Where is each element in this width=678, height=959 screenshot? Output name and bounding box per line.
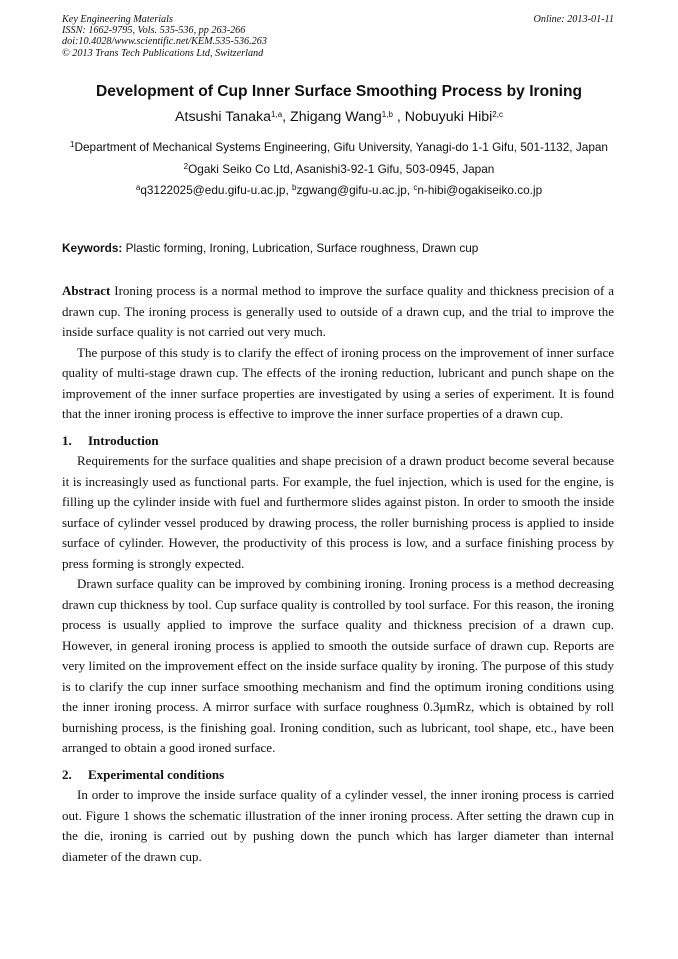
abstract-paragraph-2: The purpose of this study is to clarify the effect of ironing process on the improvement of inner surface quality of multi-stage drawn cup. The effects of the ironing reduction, lubricant and punch shape on the improvement of the inner surface properties are investigated by using a series of experiment. It is found that the inner ironing process is effective to improve the inner surface properties of a drawn cup. (62, 344, 614, 421)
keywords-text: Plastic forming, Ironing, Lubrication, Surface roughness, Drawn cup (122, 241, 479, 255)
body-paragraph: Requirements for the surface qualities and shape precision of a drawn product become several because it is increasingly used as functional parts. For example, the fuel injection, which is used for the engine, is filling up the cylinder inside with fuel and furthermore slides against piston. In order to smooth the inside surface of cylinder vessel produced by drawing process, the roller burnishing process is applied to inside surface of cylinder. However, the productivity of this process is low, and a surface finishing process by press forming is strongly expected. (62, 453, 614, 571)
author-affil-mark: 2,c (492, 110, 503, 119)
abstract-text: Ironing process is a normal method to improve the surface quality and thickness precision of a drawn cup. The ironing process is generally used to outside of a drawn cup, and the trial to improve the inside surface quality is not carried out very much. (62, 283, 614, 339)
keywords (62, 241, 618, 255)
body-paragraph: Drawn surface quality can be improved by combining ironing. Ironing process is a method decreasing drawn cup thickness by tool. Cup surface quality is controlled by tool surface. For this reason, the ironing process is usually applied to improve the surface quality and thickness precision of a drawn cup. However, in general ironing process is applied to smooth the outside surface of drawn cup. Reports are very limited on the improvement effect on the inside surface quality by ironing. The purpose of this study is to clarify the cup inner surface smoothing mechanism and find the optimum ironing conditions using the inner ironing process. A mirror surface with surface roughness 0.3μmRz, which is obtained by roll burnishing process, is the finishing goal. Ironing condition, such as lubricant, tool shape, etc., have been arranged to obtain a good ironed surface. (62, 576, 614, 755)
affiliation-text: Ogaki Seiko Co Ltd, Asanishi3-92-1 Gifu, 503-0945, Japan (188, 161, 495, 176)
paper-title: Development of Cup Inner Surface Smoothing Process by Ironing (95, 83, 583, 100)
abstract-paragraph (62, 281, 614, 343)
author-affil-mark: 1,b (381, 110, 393, 119)
email-list (56, 180, 622, 202)
email-mark: a (135, 183, 141, 192)
journal-issn: ISSN: 1662-9795, Vols. 535-536, pp 263-266 (62, 25, 246, 37)
email-mark: b (292, 183, 297, 192)
email-link[interactable]: zgwang@gifu-u.ac.jp, (296, 183, 414, 197)
journal-name: Key Engineering Materials (62, 14, 173, 25)
section-title: Introduction (88, 432, 159, 448)
section-number: 2. (62, 766, 72, 782)
email-link[interactable]: n-hibi@ogakiseiko.co.jp (417, 183, 543, 197)
email-link[interactable]: q3122025@edu.gifu-u.ac.jp, (140, 183, 292, 197)
online-date: Online: 2013-01-11 (533, 14, 614, 25)
author-name: Atsushi Tanaka (175, 109, 272, 125)
author-affil-mark: 1,a (271, 110, 283, 119)
author-list (56, 108, 622, 126)
section-title: Experimental conditions (88, 766, 225, 782)
section-number: 1. (62, 432, 72, 448)
affiliation-2 (56, 159, 622, 181)
author-separator: , (282, 109, 291, 125)
section-heading (62, 431, 614, 452)
email-mark: c (413, 183, 418, 192)
author-name: Zhigang Wang (290, 109, 382, 125)
affiliation-1 (56, 137, 622, 159)
journal-header (62, 14, 267, 59)
body-paragraph: In order to improve the inside surface quality of a cylinder vessel, the inner ironing process is carried out. Figure 1 shows the schematic illustration of the inner ironing process. After setting the drawn cup in the die, ironing is carried out by pushing down the punch which has larger diameter than internal diameter of the drawn cup. (62, 787, 614, 864)
affiliation-mark: 2 (183, 161, 189, 171)
section-heading (62, 765, 614, 786)
author-separator: , (392, 109, 405, 125)
author-name: Nobuyuki Hibi (404, 109, 493, 125)
keywords-label: Keywords: (62, 241, 123, 255)
paper-body (62, 281, 614, 867)
abstract-label: Abstract (62, 283, 111, 298)
affiliation-mark: 1 (70, 140, 75, 149)
journal-doi: doi:10.4028/www.scientific.net/KEM.535-536.263 (62, 36, 267, 48)
title-block (56, 82, 622, 202)
journal-copyright: © 2013 Trans Tech Publications Ltd, Switzerland (62, 47, 264, 59)
affiliation-text: Department of Mechanical Systems Engineering, Gifu University, Yanagi-do 1-1 Gifu, 501-1132, Japan (74, 140, 608, 154)
